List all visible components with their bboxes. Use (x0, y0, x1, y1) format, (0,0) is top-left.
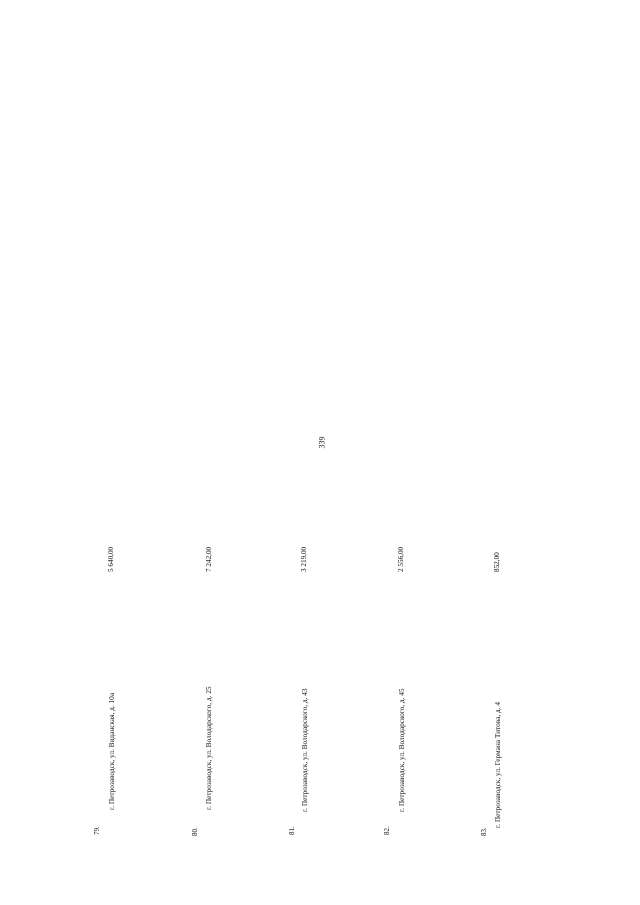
row-number: 80. (191, 827, 199, 836)
row-area: 2 556,00 (397, 546, 405, 572)
row-number: 83. (480, 827, 488, 836)
row-area: 852,00 (493, 552, 501, 572)
row-address: г. Петрозаводск, ул. Володарского, д. 43 (300, 688, 309, 812)
row-address: г. Петрозаводск, ул. Виданская, д. 10а (107, 692, 116, 810)
row-number: 82. (383, 826, 391, 835)
row-address: г. Петрозаводск, ул. Володарского, д. 45 (397, 688, 406, 812)
page-number: 339 (317, 436, 327, 449)
row-area: 3 219,00 (300, 546, 308, 572)
row-address: г. Петрозаводск, ул. Володарского, д. 25 (204, 686, 213, 810)
row-area: 5 640,00 (107, 546, 115, 572)
row-number: 81. (288, 826, 296, 835)
row-address: г. Петрозаводск, ул. Германа Титова, д. 4 (493, 702, 502, 828)
row-number: 79. (93, 826, 101, 835)
row-area: 7 242,00 (205, 546, 213, 572)
